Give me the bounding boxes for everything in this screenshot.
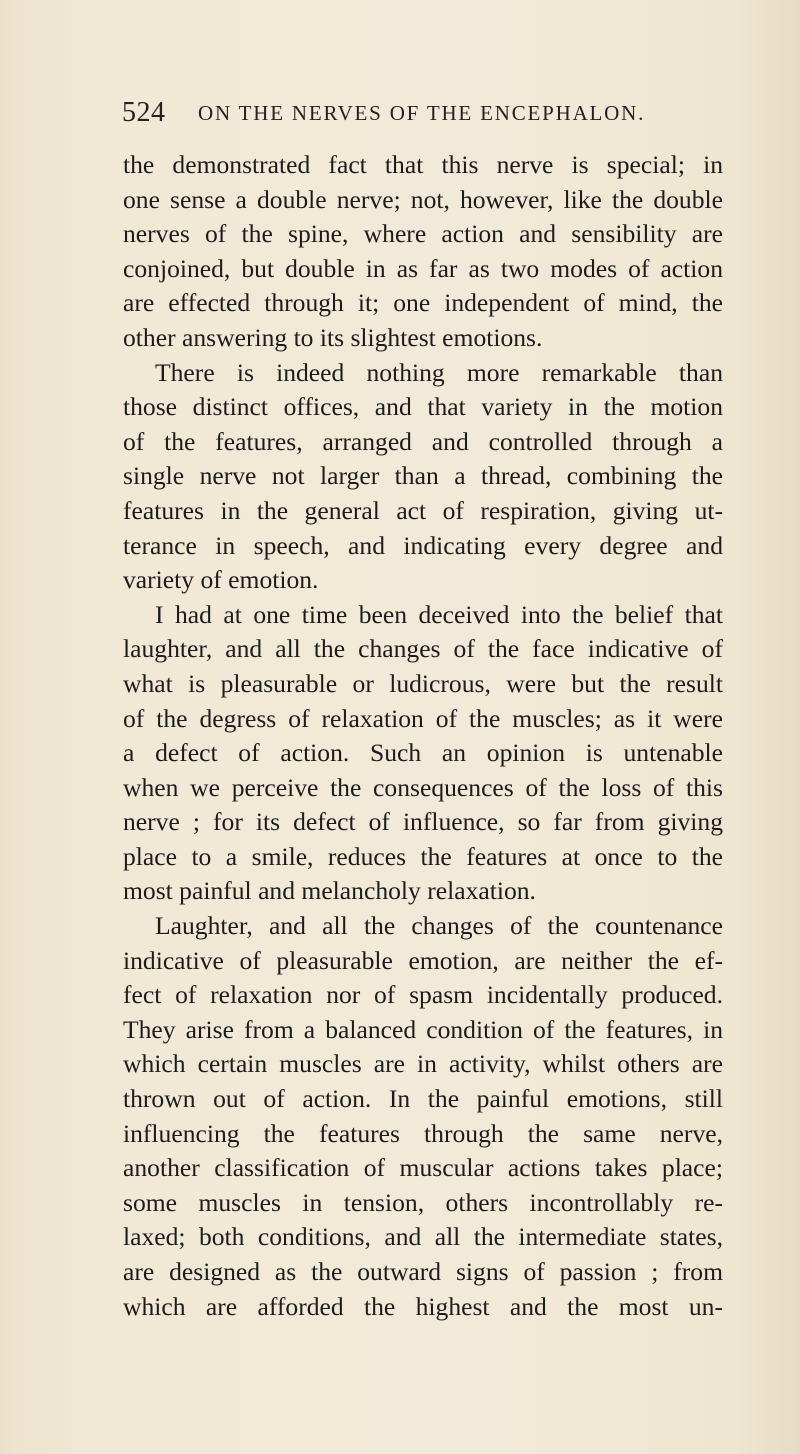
text-line: some muscles in tension, others incontrollably re- bbox=[123, 1187, 723, 1217]
page-number: 524 bbox=[122, 97, 166, 128]
text-line: There is indeed nothing more remarkable than bbox=[155, 357, 723, 387]
text-line: fect of relaxation nor of spasm incidentally produced. bbox=[123, 980, 723, 1010]
text-line: are designed as the outward signs of passion ; from bbox=[123, 1257, 723, 1286]
body-text bbox=[123, 148, 723, 1324]
text-line: which certain muscles are in activity, whilst others are bbox=[123, 1049, 723, 1079]
text-line: which are afforded the highest and the most un- bbox=[123, 1291, 723, 1321]
text-line: variety of emotion. bbox=[123, 565, 319, 595]
text-line: laxed; both conditions, and all the intermediate states, bbox=[123, 1222, 723, 1252]
text-line: thrown out of action. In the painful emotions, still bbox=[123, 1084, 723, 1114]
text-line: laughter, and all the changes of the face indicative of bbox=[123, 634, 723, 664]
text-line: I had at one time been deceived into the belief that bbox=[155, 599, 723, 629]
text-line: terance in speech, and indicating every degree and bbox=[123, 530, 723, 560]
text-line: indicative of pleasurable emotion, are neither the ef- bbox=[123, 945, 723, 975]
text-line: other answering to its slightest emotions. bbox=[123, 322, 543, 352]
text-line: one sense a double nerve; not, however, like the double bbox=[123, 184, 723, 214]
text-line: nerve ; for its defect of influence, so far from giving bbox=[123, 807, 723, 837]
text-line: single nerve not larger than a thread, combining the bbox=[123, 461, 723, 491]
text-line: of the degress of relaxation of the muscles; as it were bbox=[123, 703, 723, 733]
text-line: of the features, arranged and controlled through a bbox=[123, 426, 723, 456]
text-line: are effected through it; one independent of mind, the bbox=[123, 288, 723, 318]
text-line: another classification of muscular actions takes place; bbox=[123, 1153, 723, 1183]
text-line: place to a smile, reduces the features at once to the bbox=[123, 841, 723, 871]
text-line: They arise from a balanced condition of the features, in bbox=[123, 1014, 723, 1044]
page-header bbox=[122, 97, 742, 137]
text-line: nerves of the spine, where action and sensibility are bbox=[123, 219, 723, 249]
text-line: when we perceive the consequences of the loss of this bbox=[123, 772, 723, 802]
text-line: most painful and melancholy relaxation. bbox=[123, 876, 536, 906]
text-line: those distinct offices, and that variety in the motion bbox=[123, 392, 723, 422]
text-line: influencing the features through the same nerve, bbox=[123, 1118, 723, 1148]
text-line: features in the general act of respiration, giving ut- bbox=[123, 495, 723, 525]
text-line: what is pleasurable or ludicrous, were but the result bbox=[123, 668, 723, 698]
text-line: the demonstrated fact that this nerve is special; in bbox=[123, 150, 723, 179]
running-head: ON THE NERVES OF THE ENCEPHALON. bbox=[198, 101, 646, 125]
text-line: a defect of action. Such an opinion is untenable bbox=[123, 738, 723, 768]
text-line: conjoined, but double in as far as two modes of action bbox=[123, 253, 723, 283]
text-line: Laughter, and all the changes of the countenance bbox=[155, 911, 723, 941]
